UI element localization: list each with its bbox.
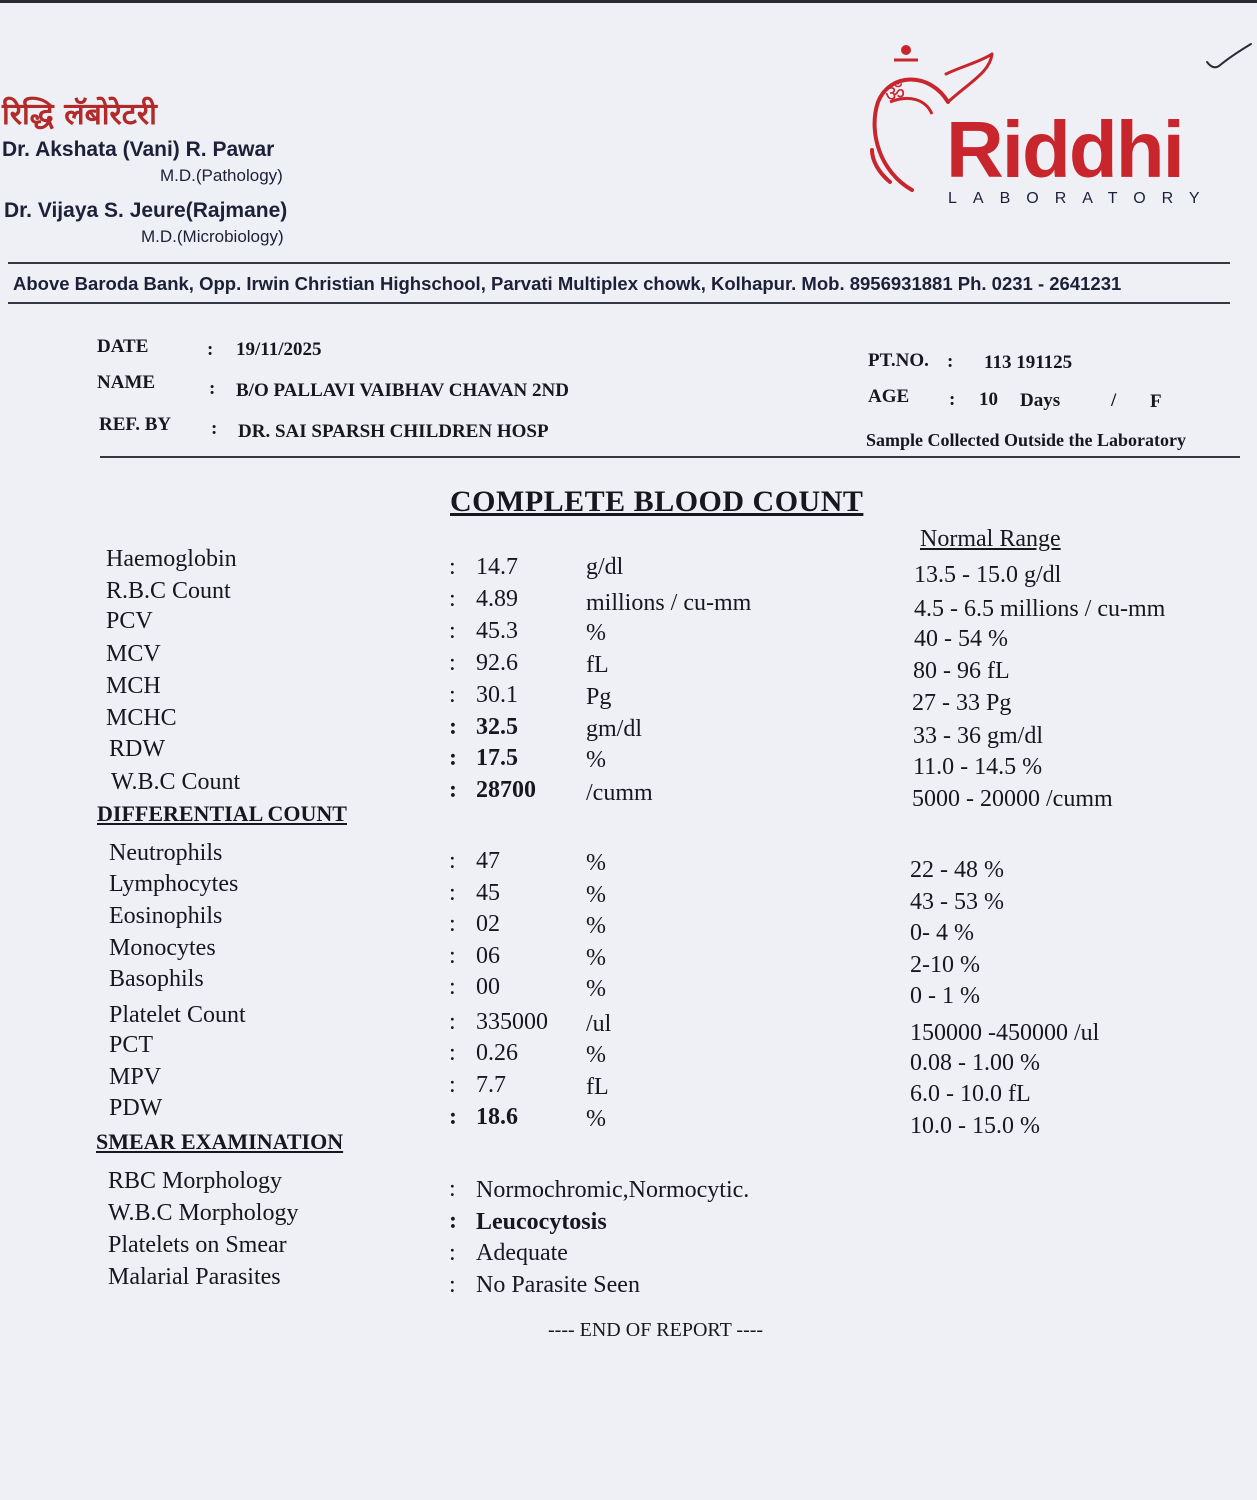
row-colon: : [449,880,456,906]
test-value: 00 [476,974,500,1000]
row-colon: : [449,848,456,874]
smear-name: RBC Morphology [108,1168,283,1194]
top-edge-line [0,0,1257,3]
smear-value: Adequate [476,1240,568,1266]
sex-separator: / [1111,390,1117,411]
age-unit: Days [1020,390,1061,411]
test-name: PDW [109,1095,163,1121]
row-colon: : [449,1009,456,1035]
result-row [0,546,1257,588]
patient-rule [100,456,1240,458]
logo-subtext: LABORATORY [948,190,1216,207]
age-colon: : [949,389,956,410]
test-unit: gm/dl [586,716,643,742]
row-colon: : [449,1072,456,1098]
test-name: Monocytes [109,935,216,961]
row-colon: : [449,1208,457,1234]
result-row [0,736,1257,780]
test-range: 43 - 53 % [910,889,1004,915]
row-colon: : [449,911,456,937]
test-value: 335000 [476,1009,548,1035]
age-label: AGE [868,386,910,407]
test-unit: % [586,913,606,939]
test-value: 17.5 [476,745,518,771]
result-row [0,1095,1257,1139]
row-colon: : [449,618,456,644]
test-range: 13.5 - 15.0 g/dl [914,562,1062,588]
test-range: 80 - 96 fL [913,658,1010,684]
doctor2-name: Dr. Vijaya S. Jeure(Rajmane) [4,199,288,222]
smear-name: W.B.C Morphology [108,1200,299,1226]
result-row [0,769,1257,812]
doctor2-degree: M.D.(Microbiology) [141,227,284,246]
row-colon: : [449,1240,456,1266]
test-unit: % [586,620,606,646]
address-top-rule [8,262,1230,264]
test-unit: % [586,850,606,876]
test-name: Basophils [109,966,204,992]
smear-name: Platelets on Smear [108,1232,287,1258]
date-value: 19/11/2025 [236,339,322,360]
test-unit: Pg [586,684,612,710]
lab-address: Above Baroda Bank, Opp. Irwin Christian Highschool, Parvati Multiplex chowk, Kolhapur. Mob. 8956931881 Ph. 0231 - 2641231 [13,273,1122,294]
age-value: 10 [979,389,998,410]
smear-row [0,1232,1257,1264]
test-range: 4.5 - 6.5 millions / cu-mm [914,596,1166,622]
test-range: 150000 -450000 /ul [910,1020,1100,1046]
row-colon: : [449,943,456,969]
report-title: COMPLETE BLOOD COUNT [450,485,864,518]
row-colon: : [449,682,456,708]
ptno-label: PT.NO. [868,350,929,371]
test-value: 0.26 [476,1040,518,1066]
test-name: Platelet Count [109,1002,246,1028]
test-name: MCH [106,673,161,699]
test-range: 0.08 - 1.00 % [910,1050,1040,1076]
test-value: 47 [476,848,500,874]
test-value: 32.5 [476,714,518,740]
row-colon: : [449,586,456,612]
test-value: 02 [476,911,500,937]
test-name: R.B.C Count [106,578,231,604]
result-row [0,840,1257,883]
test-range: 2-10 % [910,952,980,978]
row-colon: : [449,554,456,580]
lab-name-hindi: रिद्धि लॅबोरेटरी [2,97,157,132]
smear-row [0,1200,1257,1235]
test-unit: % [586,1106,606,1132]
name-label: NAME [97,372,156,393]
test-range: 11.0 - 14.5 % [913,754,1043,780]
doctor1-name: Dr. Akshata (Vani) R. Pawar [2,138,275,161]
smear-name: Malarial Parasites [108,1264,281,1290]
patient-name: B/O PALLAVI VAIBHAV CHAVAN 2ND [236,380,569,401]
test-range: 10.0 - 15.0 % [910,1113,1040,1139]
differential-count-heading: DIFFERENTIAL COUNT [97,801,347,826]
row-colon: : [449,714,457,740]
ref-label: REF. BY [99,414,172,435]
result-row [0,935,1257,978]
row-colon: : [449,1040,456,1066]
logo-text: Riddhi [946,105,1183,194]
test-value: 28700 [476,777,536,803]
result-row [0,1064,1257,1107]
test-value: 7.7 [476,1072,506,1098]
smear-value: Normochromic,Normocytic. [476,1177,750,1203]
smear-value: Leucocytosis [476,1209,607,1235]
test-name: Lymphocytes [109,871,239,897]
test-unit: % [586,1042,606,1068]
test-name: MPV [109,1064,162,1090]
normal-range-header: Normal Range [920,526,1061,552]
test-value: 4.89 [476,586,518,612]
sample-note: Sample Collected Outside the Laboratory [866,430,1186,450]
test-name: RDW [109,736,165,762]
row-colon: : [449,974,456,1000]
test-name: PCT [109,1032,154,1058]
test-value: 92.6 [476,650,518,676]
result-row [0,903,1257,946]
om-symbol: ॐ [885,82,906,107]
result-row [0,1032,1257,1076]
row-colon: : [449,650,456,676]
row-colon: : [449,745,457,771]
test-unit: /cumm [586,780,653,806]
result-row [0,641,1257,684]
test-range: 22 - 48 % [910,857,1004,883]
name-colon: : [209,378,216,399]
test-name: W.B.C Count [111,769,241,795]
ptno-colon: : [947,351,954,372]
test-range: 5000 - 20000 /cumm [912,786,1113,812]
test-unit: % [586,945,606,971]
test-unit: g/dl [586,554,624,580]
ptno-value: 113 191125 [984,352,1073,373]
test-value: 06 [476,943,500,969]
ref-value: DR. SAI SPARSH CHILDREN HOSP [238,421,549,442]
test-name: MCHC [106,705,177,731]
test-unit: % [586,976,606,1002]
test-name: Haemoglobin [106,546,237,572]
test-unit: /ul [586,1011,612,1037]
test-range: 0- 4 % [910,920,974,946]
test-unit: % [586,882,606,908]
row-colon: : [449,1176,456,1202]
date-label: DATE [97,336,149,357]
test-value: 14.7 [476,554,518,580]
test-range: 6.0 - 10.0 fL [910,1081,1031,1107]
test-range: 0 - 1 % [910,983,980,1009]
test-unit: millions / cu-mm [586,590,752,616]
test-name: MCV [106,641,161,667]
address-bottom-rule [8,302,1230,304]
test-name: Neutrophils [109,840,223,866]
row-colon: : [449,777,457,803]
test-value: 18.6 [476,1104,518,1130]
test-range: 33 - 36 gm/dl [913,723,1043,749]
date-colon: : [207,339,214,360]
doctor1-degree: M.D.(Pathology) [160,166,283,185]
smear-examination-heading: SMEAR EXAMINATION [96,1129,344,1154]
row-colon: : [449,1104,457,1130]
test-value: 30.1 [476,682,518,708]
patient-sex: F [1150,391,1162,412]
ref-colon: : [211,418,218,439]
result-row [0,871,1257,915]
test-range: 40 - 54 % [914,626,1008,652]
test-unit: % [586,747,606,773]
smear-value: No Parasite Seen [476,1272,640,1298]
test-unit: fL [586,652,609,678]
end-of-report: ---- END OF REPORT ---- [548,1319,764,1341]
result-row [0,673,1257,716]
check-mark-icon [1203,40,1255,79]
test-unit: fL [586,1074,609,1100]
test-value: 45 [476,880,500,906]
row-colon: : [449,1272,456,1298]
test-name: Eosinophils [109,903,223,929]
smear-row [0,1264,1257,1296]
test-value: 45.3 [476,618,518,644]
test-name: PCV [106,608,153,634]
smear-row [0,1168,1257,1203]
result-row [0,966,1257,1009]
test-range: 27 - 33 Pg [912,690,1012,716]
result-row [0,608,1257,652]
